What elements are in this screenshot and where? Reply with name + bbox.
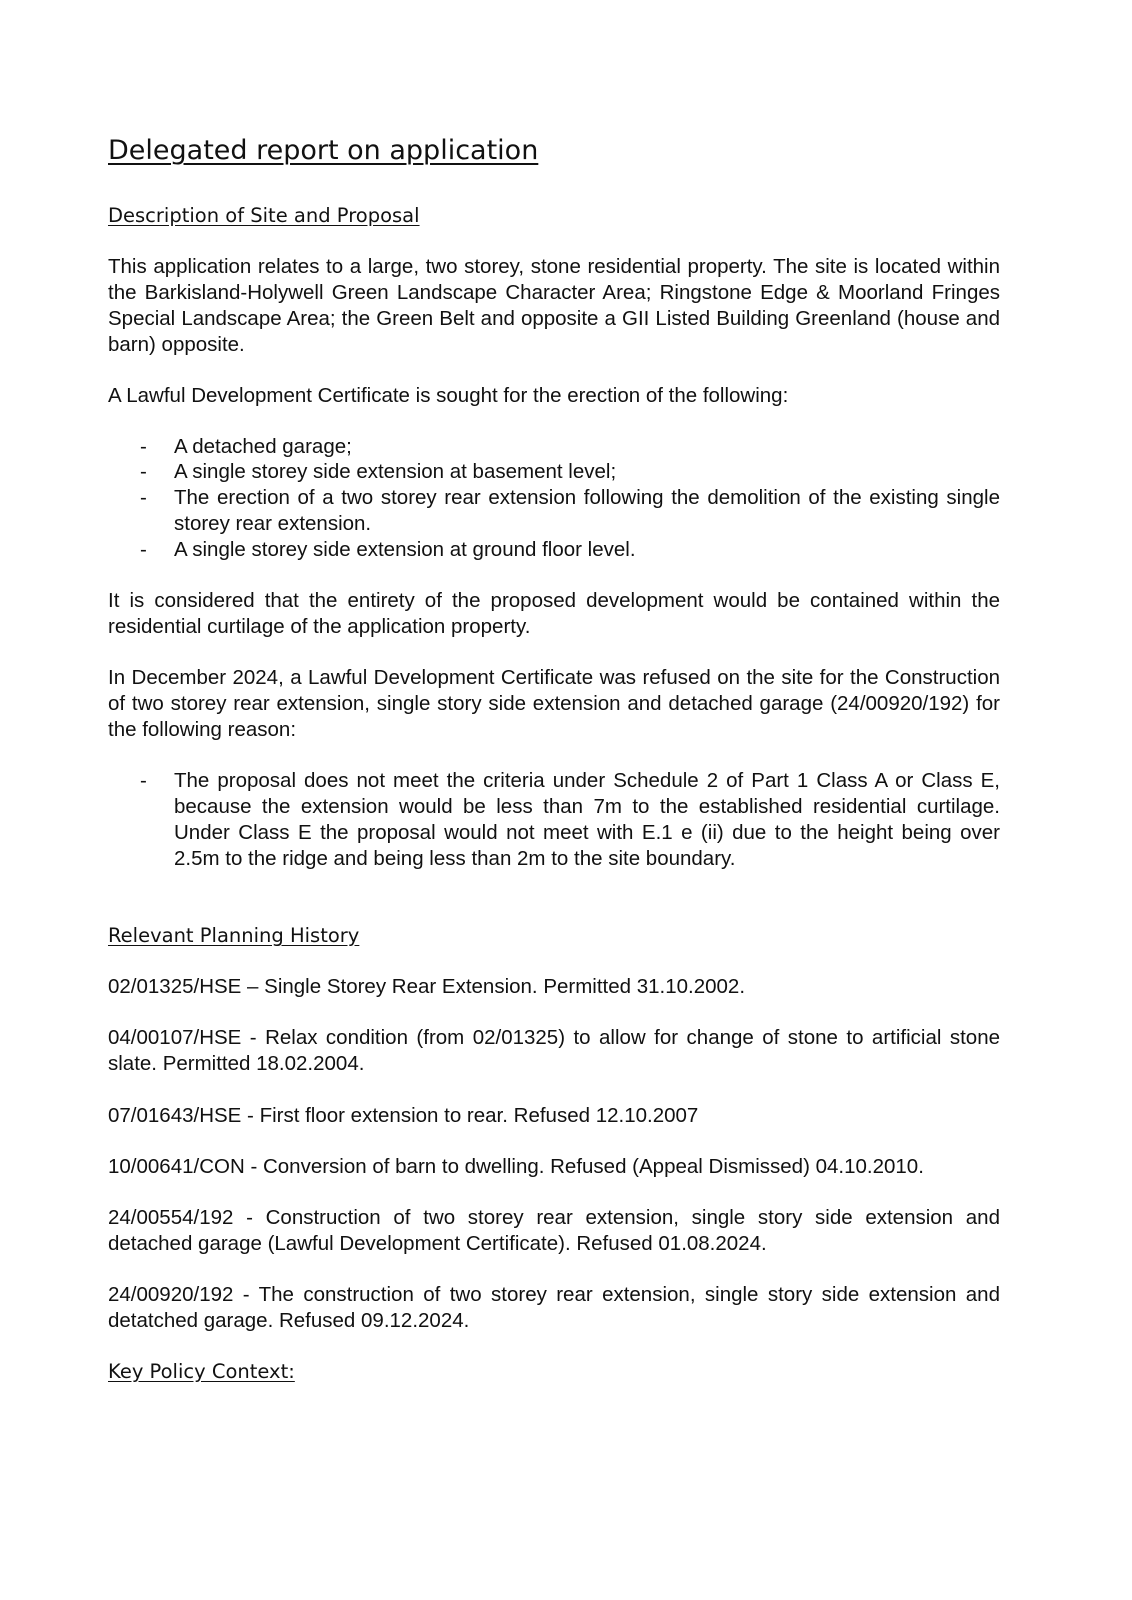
history-entry: 04/00107/HSE - Relax condition (from 02/01325) to allow for change of stone to artificial stone slate. Permitted 18.02.2004. <box>108 1026 1000 1075</box>
paragraph-certificate: A Lawful Development Certificate is sought for the erection of the following: <box>108 384 789 407</box>
heading-history: Relevant Planning History <box>108 924 360 947</box>
history-entry: 24/00920/192 - The construction of two storey rear extension, single story side extension and detatched garage. Refused 09.12.2024. <box>108 1283 1000 1332</box>
history-entry: 10/00641/CON - Conversion of barn to dwelling. Refused (Appeal Dismissed) 04.10.2010. <box>108 1155 924 1178</box>
list-item-text: A single storey side extension at basement level; <box>174 460 617 483</box>
dash: - <box>140 538 147 561</box>
list-item-text: A detached garage; <box>174 435 352 458</box>
page-title: Delegated report on application <box>108 135 539 166</box>
dash: - <box>140 460 147 483</box>
list-item-text: A single storey side extension at ground floor level. <box>174 538 636 561</box>
paragraph-site: This application relates to a large, two storey, stone residential property. The site is located within the Barkisland-Holywell Green Landscape Character Area; Ringstone Edge & Moorland Fringes Special Landscape Area; the Green Belt and opposite a GII Listed Building Greenland (house and barn) opposite. <box>108 255 1000 356</box>
paragraph-refusal: In December 2024, a Lawful Development Certificate was refused on the site for the Construction of two storey rear extension, single story side extension and detached garage (24/00920/192) for the following reason: <box>108 666 1000 741</box>
list-item-text: The erection of a two storey rear extension following the demolition of the existing single storey rear extension. <box>174 486 1000 535</box>
heading-description: Description of Site and Proposal <box>108 204 420 227</box>
dash: - <box>140 486 147 509</box>
history-entry: 02/01325/HSE – Single Storey Rear Extension. Permitted 31.10.2002. <box>108 975 746 998</box>
dash: - <box>140 769 147 792</box>
reason-text: The proposal does not meet the criteria under Schedule 2 of Part 1 Class A or Class E, because the extension would be less than 7m to the established residential curtilage. Under Class E the proposal would not meet with E.1 e (ii) due to the height being over 2.5m to the ridge and being less than 2m to the site boundary. <box>174 769 1000 870</box>
history-entry: 24/00554/192 - Construction of two storey rear extension, single story side extension and detached garage (Lawful Development Certificate). Refused 01.08.2024. <box>108 1206 1000 1255</box>
heading-policy: Key Policy Context: <box>108 1360 295 1383</box>
dash: - <box>140 435 147 458</box>
paragraph-curtilage: It is considered that the entirety of the proposed development would be contained within the residential curtilage of the application property. <box>108 589 1000 638</box>
history-entry: 07/01643/HSE - First floor extension to rear. Refused 12.10.2007 <box>108 1104 699 1127</box>
